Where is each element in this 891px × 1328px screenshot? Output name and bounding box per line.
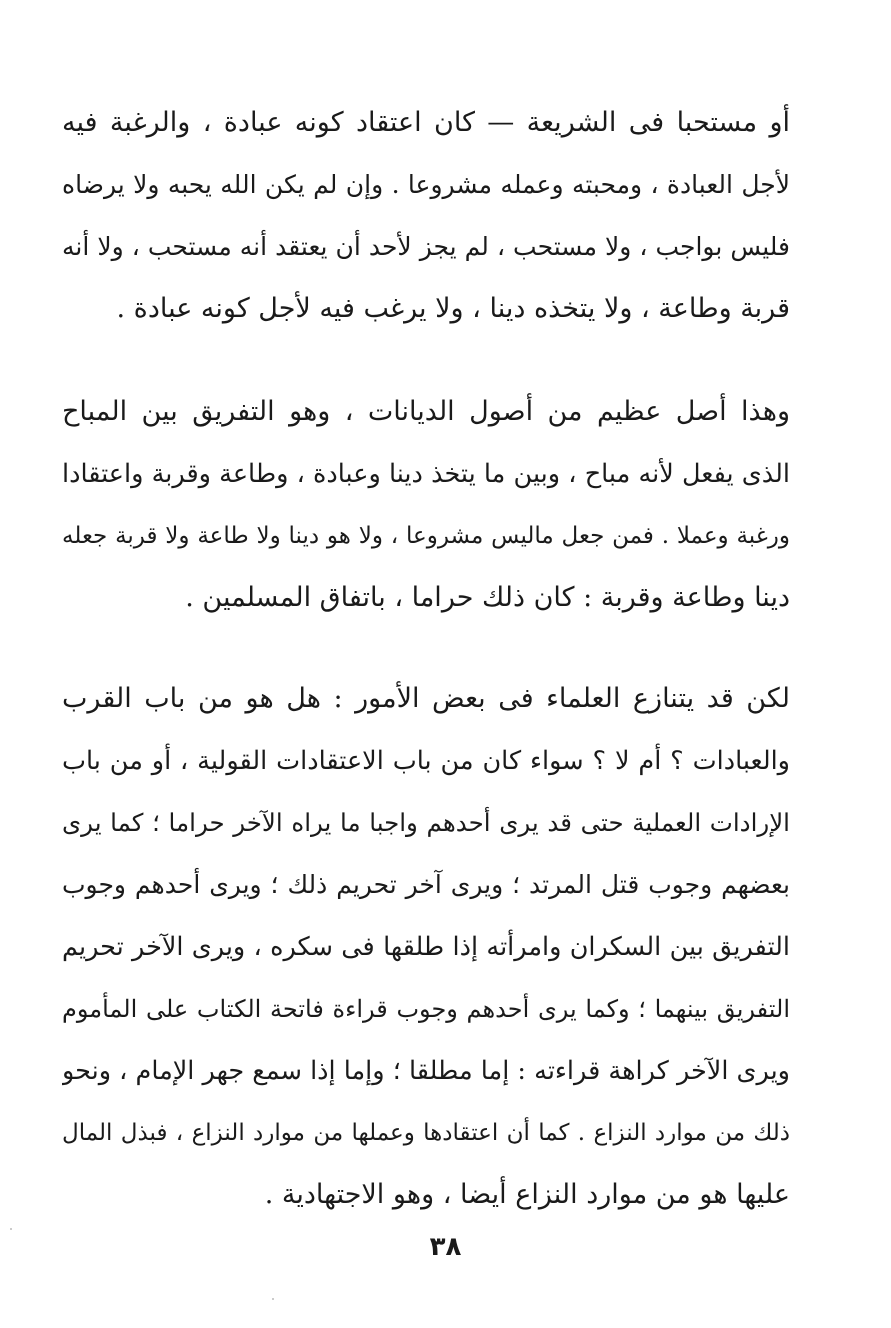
text-line: التفريق بين السكران وامرأته إذا طلقها فى سكره ، ويرى الآخر تحريم xyxy=(62,932,790,962)
text-line: لأجل العبادة ، ومحبته وعمله مشروعا . وإن لم يكن الله يحبه ولا يرضاه xyxy=(62,170,790,199)
text-line: ذلك من موارد النزاع . كما أن اعتقادها وعملها من موارد النزاع ، فبذل المال xyxy=(62,1120,790,1146)
paragraph-2 xyxy=(62,381,790,629)
scan-speck xyxy=(10,1228,12,1230)
page-number: ٣٨ xyxy=(429,1232,462,1262)
text-line: عليها هو من موارد النزاع أيضا ، وهو الاجتهادية . xyxy=(264,1179,790,1210)
text-line: الذى يفعل لأنه مباح ، وبين ما يتخذ دينا وعبادة ، وطاعة وقربة واعتقادا xyxy=(62,459,790,489)
text-line: بعضهم وجوب قتل المرتد ؛ ويرى آخر تحريم ذلك ؛ ويرى أحدهم وجوب xyxy=(62,870,790,899)
text-line: قربة وطاعة ، ولا يتخذه دينا ، ولا يرغب فيه لأجل كونه عبادة . xyxy=(116,293,790,324)
text-line: الإرادات العملية حتى قد يرى أحدهم واجبا ما يراه الآخر حراما ؛ كما يرى xyxy=(62,808,790,837)
text-line: دينا وطاعة وقربة : كان ذلك حراما ، باتفاق المسلمين . xyxy=(185,582,790,613)
text-line: لكن قد يتنازع العلماء فى بعض الأمور : هل هو من باب القرب xyxy=(62,683,790,714)
text-line: ورغبة وعملا . فمن جعل ماليس مشروعا ، ولا هو دينا ولا طاعة ولا قربة جعله xyxy=(62,523,790,549)
text-line: أو مستحبا فى الشريعة — كان اعتقاد كونه عبادة ، والرغبة فيه xyxy=(62,107,790,138)
text-line: ويرى الآخر كراهة قراءته : إما مطلقا ؛ وإما إذا سمع جهر الإمام ، ونحو xyxy=(62,1056,790,1086)
text-line: التفريق بينهما ؛ وكما يرى أحدهم وجوب قراءة فاتحة الكتاب على المأموم xyxy=(62,995,790,1023)
scan-speck xyxy=(272,1298,274,1300)
paragraph-1 xyxy=(62,92,790,340)
text-line: والعبادات ؟ أم لا ؟ سواء كان من باب الاعتقادات القولية ، أو من باب xyxy=(62,746,790,776)
paragraph-3 xyxy=(62,668,790,1226)
text-line: فليس بواجب ، ولا مستحب ، لم يجز لأحد أن يعتقد أنه مستحب ، ولا أنه xyxy=(62,232,790,261)
text-line: وهذا أصل عظيم من أصول الديانات ، وهو التفريق بين المباح xyxy=(62,396,790,427)
